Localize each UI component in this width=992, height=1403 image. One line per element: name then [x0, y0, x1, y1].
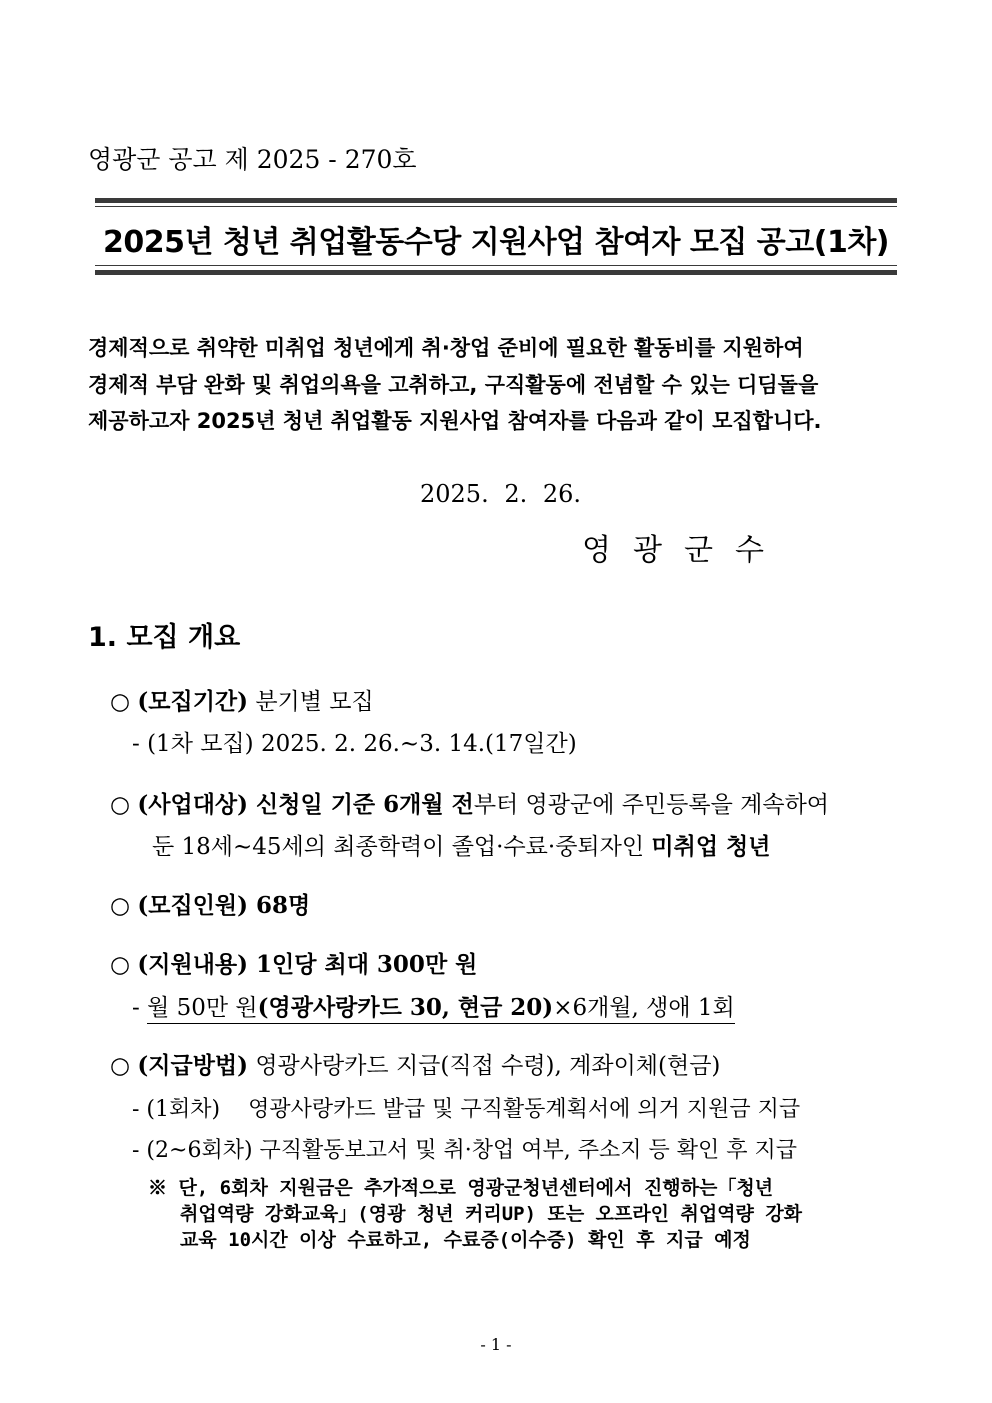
headcount-text: 68명 [248, 892, 311, 919]
notice-number: 영광군 공고 제 2025 - 270호 [88, 145, 417, 174]
target-item [110, 786, 829, 819]
payment-note-line: ※ 단, 6회차 지원금은 추가적으로 영광군청년센터에서 진행하는「청년 [148, 1177, 774, 1199]
title-bottom-rule-thin [95, 265, 897, 266]
title-bottom-rule-thick [95, 270, 897, 275]
target-line2-text: 둔 18세∼45세의 최종학력이 졸업·수료·중퇴자인 [152, 834, 652, 860]
headcount-label: (모집인원) [137, 892, 249, 919]
bullet-icon: ○ [110, 952, 131, 978]
target-label: (사업대상) [137, 791, 249, 818]
section-title: 1. 모집 개요 [88, 622, 241, 653]
period-sub: - (1차 모집) 2025. 2. 26.∼3. 14.(17일간) [132, 731, 577, 757]
issuer-signature: 영광군수 [582, 533, 786, 568]
bullet-icon: ○ [110, 1053, 131, 1079]
bullet-icon: ○ [110, 689, 131, 715]
support-sub-monthly: 월 50만 원 [147, 995, 258, 1021]
support-text: 1인당 최대 300만 원 [248, 951, 478, 978]
page-number: - 1 - [480, 1335, 512, 1354]
period-label: (모집기간) [137, 688, 249, 715]
notice-date: 2025. 2. 26. [420, 480, 582, 508]
support-sub-dash: - [132, 995, 148, 1021]
payment-note-line: 교육 10시간 이상 수료하고, 수료증(이수증) 확인 후 지급 예정 [180, 1229, 751, 1251]
period-text: 분기별 모집 [248, 689, 374, 715]
bullet-icon: ○ [110, 792, 131, 818]
payment-item [110, 1047, 720, 1080]
support-sub-detail [147, 995, 735, 1024]
period-item [110, 683, 374, 716]
headcount-item [110, 887, 310, 920]
support-sub-breakdown: (영광사랑카드 30, 현금 20) [257, 994, 554, 1021]
support-item [110, 946, 477, 979]
support-sub [132, 989, 735, 1022]
intro-line: 경제적 부담 완화 및 취업의욕을 고취하고, 구직활동에 전념할 수 있는 디딤돌을 [88, 373, 819, 397]
payment-sub1: - (1회차) 영광사랑카드 발급 및 구직활동계획서에 의거 지원금 지급 [132, 1097, 801, 1122]
support-label: (지원내용) [137, 951, 249, 978]
title-top-rule-thin [95, 206, 897, 207]
target-line2-bold: 미취업 청년 [651, 833, 771, 860]
payment-label: (지급방법) [137, 1052, 249, 1079]
payment-text: 영광사랑카드 지급(직접 수령), 계좌이체(현금) [248, 1053, 721, 1079]
payment-note-line: 취업역량 강화교육」(영광 청년 커리UP) 또는 오프라인 취업역량 강화 [180, 1203, 803, 1225]
intro-line: 제공하고자 2025년 청년 취업활동 지원사업 참여자를 다음과 같이 모집합니다. [88, 409, 822, 433]
support-sub-duration: ×6개월, 생애 1회 [553, 995, 735, 1021]
intro-line: 경제적으로 취약한 미취업 청년에게 취·창업 준비에 필요한 활동비를 지원하여 [88, 336, 804, 360]
target-bold-text: 신청일 기준 6개월 전 [248, 791, 474, 818]
page-title: 2025년 청년 취업활동수당 지원사업 참여자 모집 공고(1차) [102, 225, 890, 260]
payment-sub2: - (2~6회차) 구직활동보고서 및 취·창업 여부, 주소지 등 확인 후 지급 [132, 1138, 797, 1163]
target-line2 [152, 828, 771, 861]
bullet-icon: ○ [110, 893, 131, 919]
title-top-rule-thick [95, 198, 897, 203]
target-text: 부터 영광군에 주민등록을 계속하여 [473, 792, 830, 818]
